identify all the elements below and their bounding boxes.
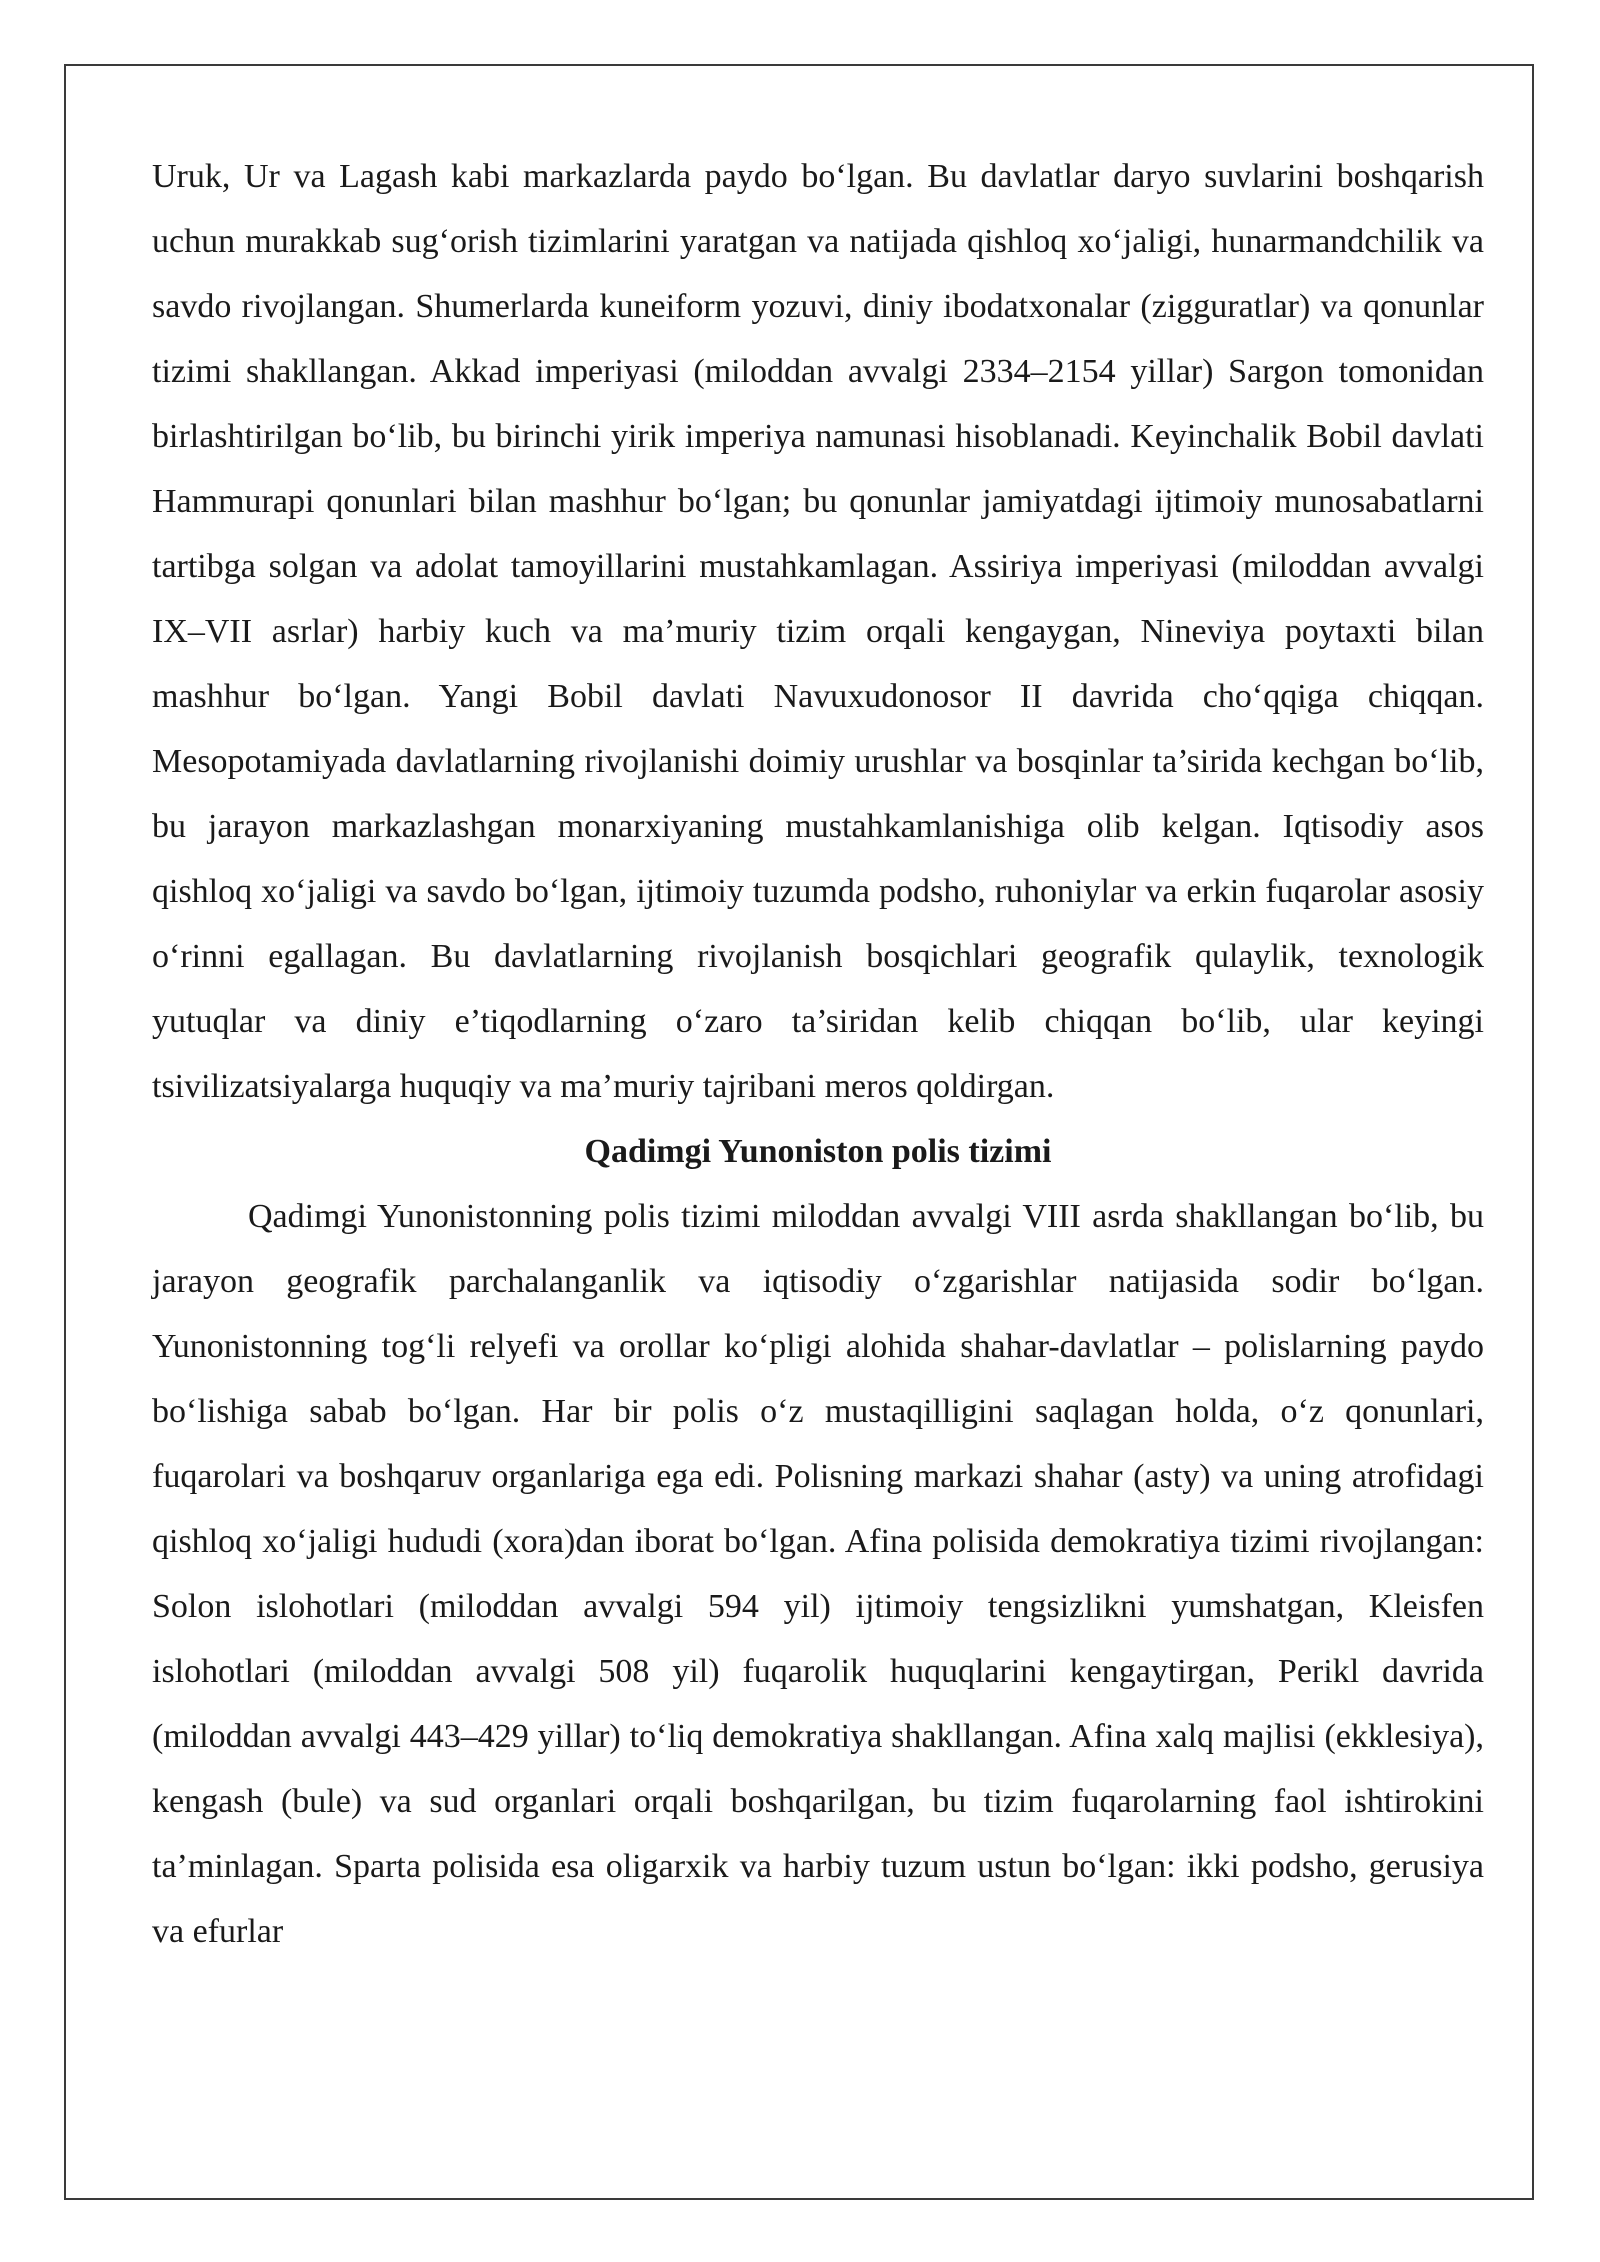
paragraph-greek-polis: Qadimgi Yunonistonning polis tizimi miloddan avvalgi VIII asrda shakllangan bo‘lib, bu jarayon geografik parchalanganlik va iqtisodiy o‘zgarishlar natijasida sodir bo‘lgan. Yunonistonning tog‘li relyefi va orollar ko‘pligi alohida shahar-davlatlar – polislarning paydo bo‘lishiga sabab bo‘lgan. Har bir polis o‘z mustaqilligini saqlagan holda, o‘z qonunlari, fuqarolari va boshqaruv organlariga ega edi. Polisning markazi shahar (asty) va uning atrofidagi qishloq xo‘jaligi hududi (xora)dan iborat bo‘lgan. Afina polisida demokratiya tizimi rivojlangan: Solon islohotlari (miloddan avvalgi 594 yil) ijtimoiy tengsizlikni yumshatgan, Kleisfen islohotlari (miloddan avvalgi 508 yil) fuqarolik huquqlarini kengaytirgan, Perikl davrida (miloddan avvalgi 443–429 yillar) to‘liq demokratiya shakllangan. Afina xalq majlisi (ekklesiya), kengash (bule) va sud organlari orqali boshqarilgan, bu tizim fuqarolarning faol ishtirokini ta’minlagan. Sparta polisida esa oligarxik va harbiy tuzum ustun bo‘lgan: ikki podsho, gerusiya va efurlar	[152, 1198, 1484, 1950]
paragraph-mesopotamia: Uruk, Ur va Lagash kabi markazlarda paydo bo‘lgan. Bu davlatlar daryo suvlarini boshqarish uchun murakkab sug‘orish tizimlarini yaratgan va natijada qishloq xo‘jaligi, hunarmandchilik va savdo rivojlangan. Shumerlarda kuneiform yozuvi, diniy ibodatxonalar (zigguratlar) va qonunlar tizimi shakllangan. Akkad imperiyasi (miloddan avvalgi 2334–2154 yillar) Sargon tomonidan birlashtirilgan bo‘lib, bu birinchi yirik imperiya namunasi hisoblanadi. Keyinchalik Bobil davlati Hammurapi qonunlari bilan mashhur bo‘lgan; bu qonunlar jamiyatdagi ijtimoiy munosabatlarni tartibga solgan va adolat tamoyillarini mustahkamlagan. Assiriya imperiyasi (miloddan avvalgi IX–VII asrlar) harbiy kuch va ma’muriy tizim orqali kengaygan, Nineviya poytaxti bilan mashhur bo‘lgan. Yangi Bobil davlati Navuxudonosor II davrida cho‘qqiga chiqqan. Mesopotamiyada davlatlarning rivojlanishi doimiy urushlar va bosqinlar ta’sirida kechgan bo‘lib, bu jarayon markazlashgan monarxiyaning mustahkamlanishiga olib kelgan. Iqtisodiy asos qishloq xo‘jaligi va savdo bo‘lgan, ijtimoiy tuzumda podsho, ruhoniylar va erkin fuqarolar asosiy o‘rinni egallagan. Bu davlatlarning rivojlanish bosqichlari geografik qulaylik, texnologik yutuqlar va diniy e’tiqodlarning o‘zaro ta’siridan kelib chiqqan bo‘lib, ular keyingi tsivilizatsiyalarga huquqiy va ma’muriy tajribani meros qoldirgan.	[152, 158, 1484, 1105]
document-body	[152, 144, 1484, 1964]
section-heading: Qadimgi Yunoniston polis tizimi	[584, 1133, 1052, 1170]
